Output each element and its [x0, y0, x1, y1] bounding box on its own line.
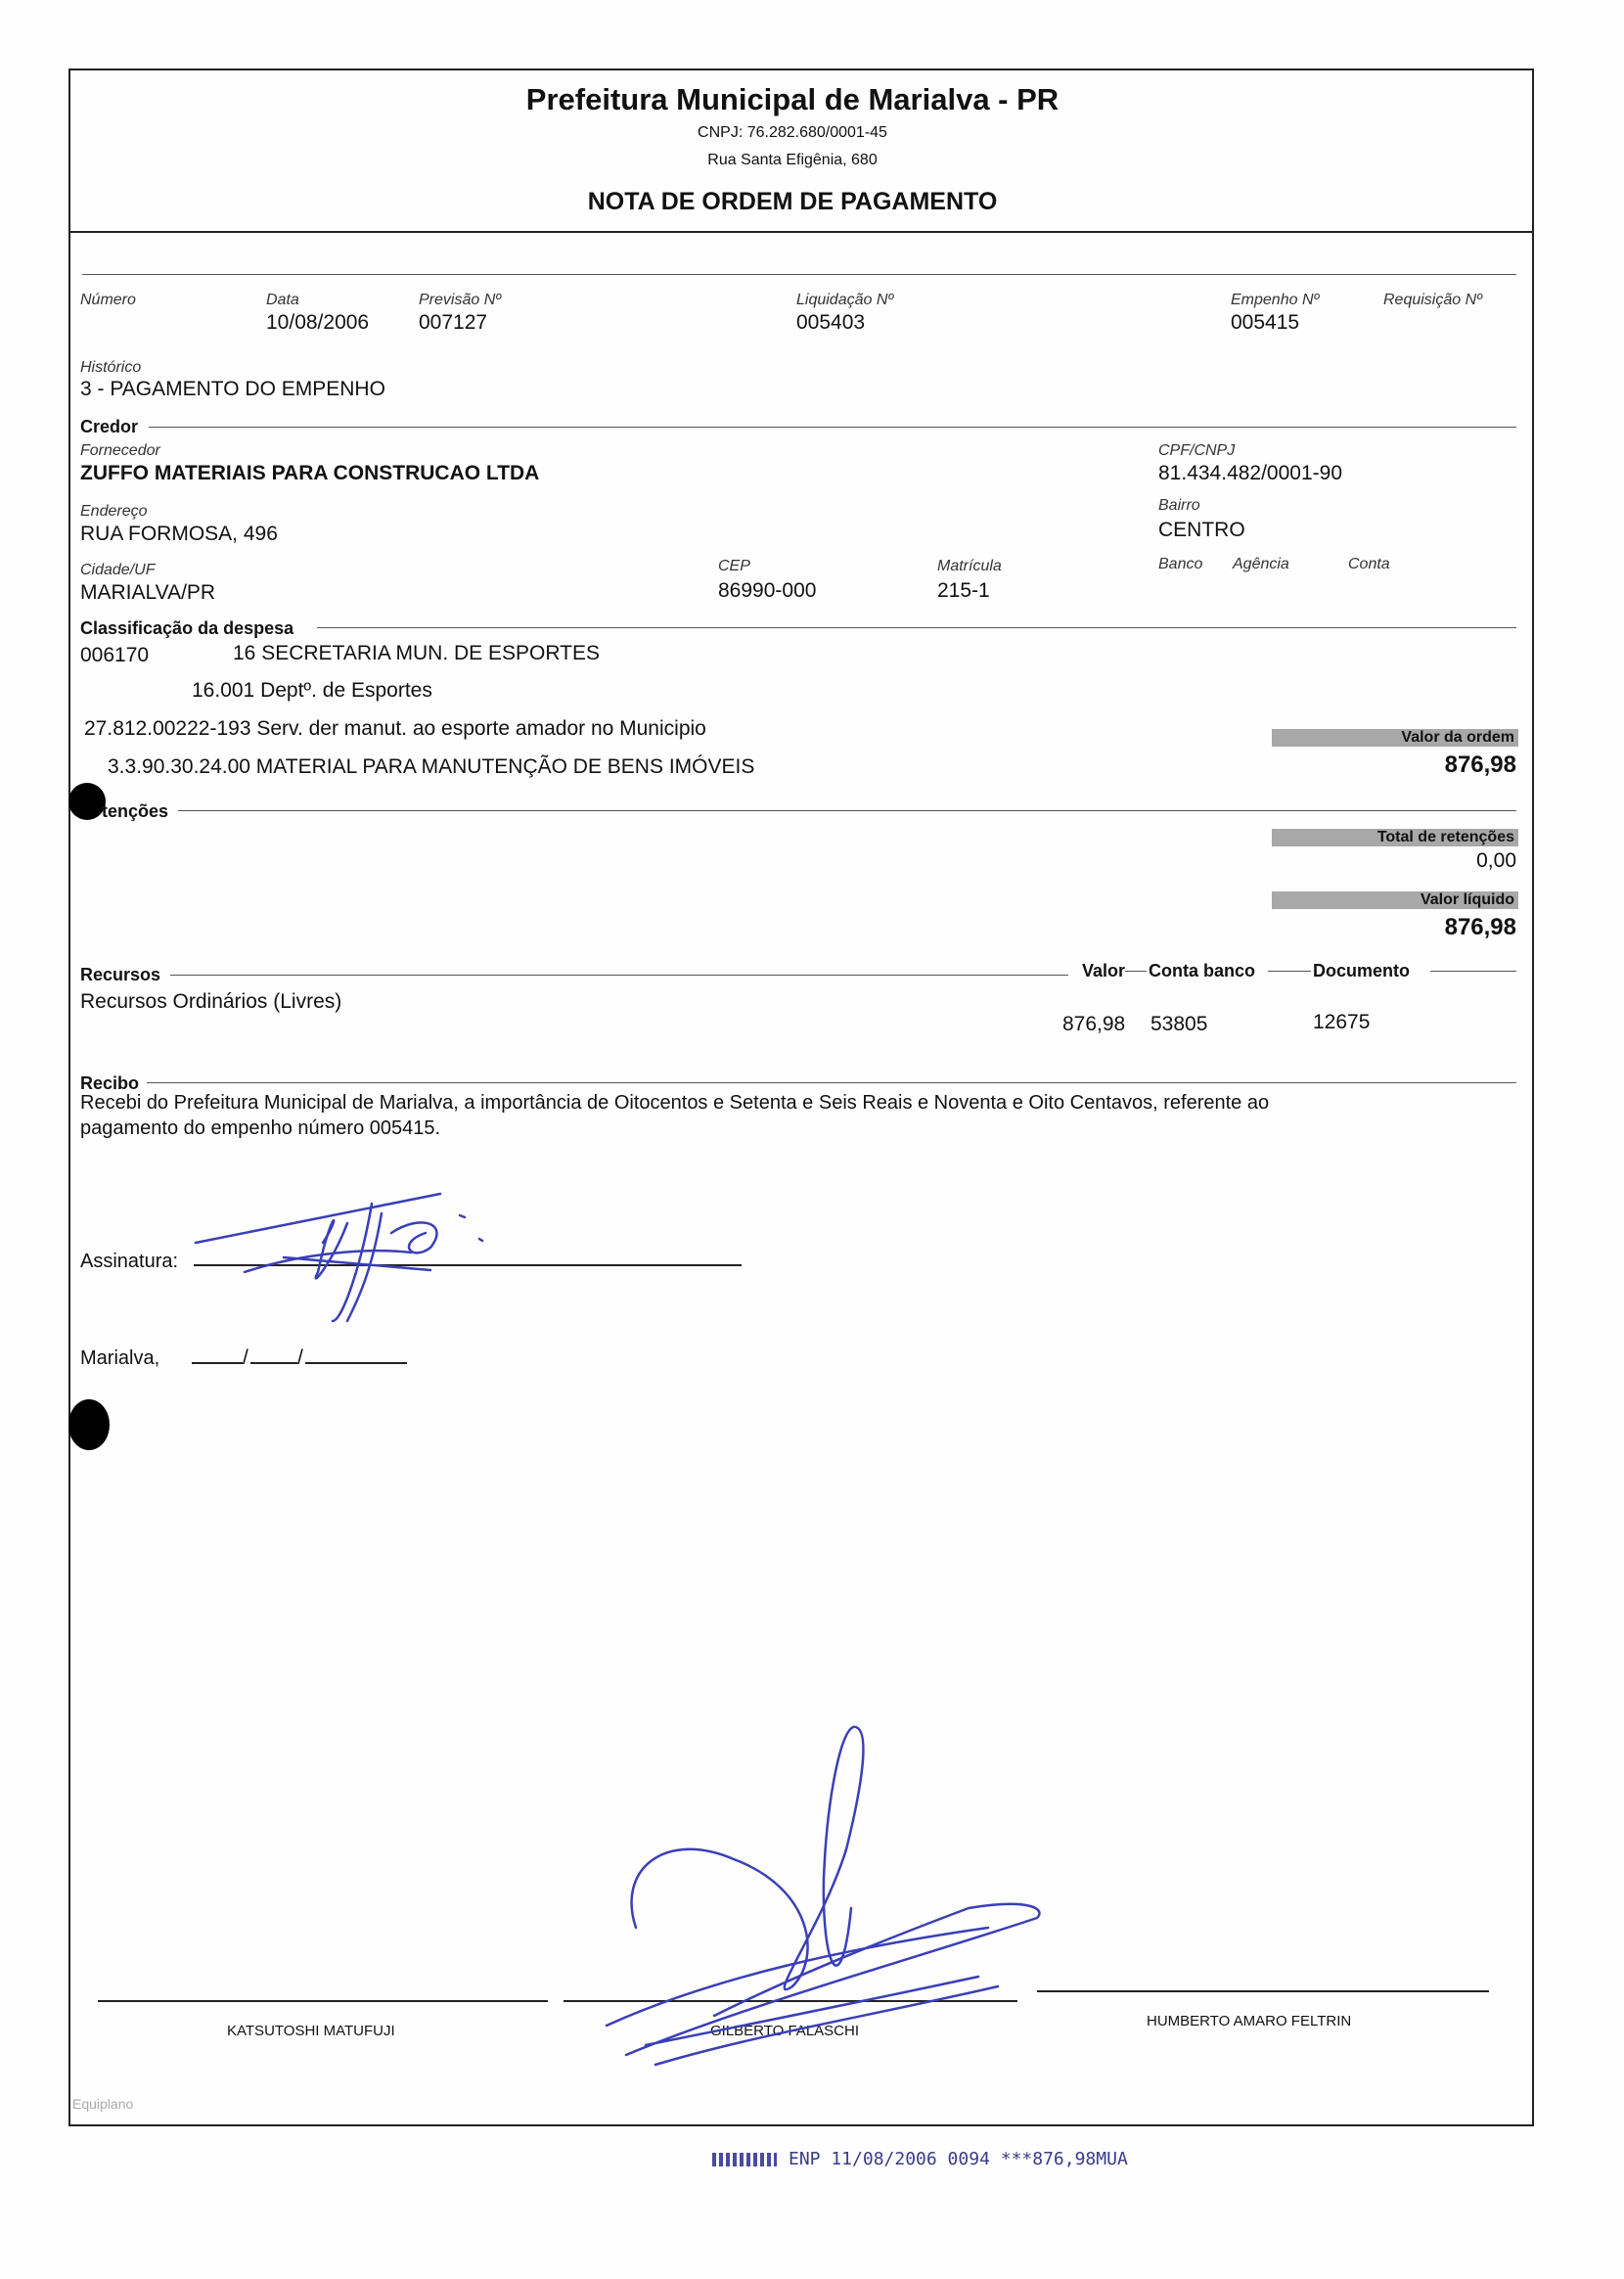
recursos-desc: Recursos Ordinários (Livres) [80, 990, 342, 1013]
document-title: NOTA DE ORDEM DE PAGAMENTO [587, 188, 998, 215]
recursos-divider-3 [1268, 971, 1311, 972]
equiplano-mark: Equiplano [72, 2096, 134, 2112]
classificacao-divider [317, 627, 1516, 628]
recursos-divider [170, 975, 1068, 976]
signatory-1-name: KATSUTOSHI MATUFUJI [227, 2023, 395, 2039]
agencia-label: Agência [1233, 556, 1289, 572]
header-address: Rua Santa Efigênia, 680 [707, 152, 878, 168]
classificacao-line1: 16 SECRETARIA MUN. DE ESPORTES [233, 642, 600, 664]
matricula-label: Matrícula [937, 558, 1002, 574]
data-value: 10/08/2006 [266, 311, 370, 334]
bairro-value: CENTRO [1158, 519, 1245, 541]
endereco-value: RUA FORMOSA, 496 [80, 523, 278, 545]
signatory-3-name: HUMBERTO AMARO FELTRIN [1147, 2013, 1352, 2029]
classificacao-line3: 27.812.00222-193 Serv. der manut. ao esporte amador no Municipio [84, 717, 706, 740]
classificacao-line4: 3.3.90.30.24.00 MATERIAL PARA MANUTENÇÃO DE BENS IMÓVEIS [108, 755, 755, 778]
classificacao-section: Classificação da despesa [80, 618, 294, 638]
local-date-label: Marialva, [80, 1347, 160, 1369]
data-label: Data [266, 292, 299, 308]
credor-divider [149, 427, 1516, 428]
signatory-2-signature [597, 1712, 1066, 2084]
valor-liquido-value: 876,98 [1444, 914, 1516, 940]
historico-value: 3 - PAGAMENTO DO EMPENHO [80, 378, 385, 400]
recursos-divider-4 [1430, 971, 1516, 972]
recursos-valor: 876,98 [1062, 1013, 1126, 1035]
recibo-section: Recibo [80, 1073, 140, 1093]
recursos-valor-label: Valor [1082, 961, 1126, 980]
recibo-divider [147, 1082, 1516, 1083]
date-slash-2: / [297, 1346, 303, 1369]
retencoes-section: tenções [102, 801, 169, 821]
endereco-label: Endereço [80, 503, 148, 520]
punch-hole-mark [68, 783, 106, 820]
credor-section: Credor [80, 417, 139, 436]
bank-stamp: ENP 11/08/2006 0094 ***876,98MUA [789, 2149, 1128, 2169]
date-line-month [250, 1362, 297, 1364]
date-slash-1: / [243, 1346, 248, 1369]
assinatura-label: Assinatura: [80, 1251, 179, 1272]
cep-value: 86990-000 [718, 579, 817, 602]
matricula-value: 215-1 [937, 579, 990, 602]
valor-ordem-value: 876,98 [1444, 752, 1516, 778]
historico-label: Histórico [80, 359, 142, 376]
header-cnpj: CNPJ: 76.282.680/0001-45 [698, 124, 887, 141]
recursos-conta-label: Conta banco [1149, 961, 1256, 980]
signature-line-3 [1037, 1990, 1489, 1992]
date-line-year [305, 1362, 407, 1364]
banco-label: Banco [1158, 556, 1203, 572]
signature-line-1 [98, 2000, 548, 2002]
cep-label: CEP [718, 558, 750, 574]
previsao-label: Previsão Nº [419, 292, 502, 308]
bairro-label: Bairro [1158, 497, 1200, 514]
punch-hole-mark-2 [68, 1399, 110, 1450]
header-divider [68, 231, 1532, 233]
valor-liquido-label: Valor líquido [1272, 891, 1518, 909]
recursos-documento-label: Documento [1313, 961, 1410, 980]
bank-stamp-logo [712, 2153, 777, 2166]
cpf-value: 81.434.482/0001-90 [1158, 462, 1343, 484]
requisicao-label: Requisição Nº [1383, 292, 1482, 308]
page-title: Prefeitura Municipal de Marialva - PR [525, 82, 1060, 116]
recursos-divider-2 [1125, 971, 1147, 972]
recursos-documento: 12675 [1313, 1011, 1371, 1033]
recursos-conta: 53805 [1150, 1013, 1208, 1035]
classificacao-code: 006170 [80, 644, 150, 666]
retencoes-divider [178, 810, 1516, 811]
liquidacao-label: Liquidação Nº [796, 292, 894, 308]
conta-label: Conta [1348, 556, 1390, 572]
fornecedor-value: ZUFFO MATERIAIS PARA CONSTRUCAO LTDA [80, 462, 540, 484]
cpf-label: CPF/CNPJ [1158, 442, 1236, 459]
fornecedor-label: Fornecedor [80, 442, 160, 459]
cidade-value: MARIALVA/PR [80, 581, 216, 604]
numero-label: Número [80, 292, 136, 308]
recibo-line2: pagamento do empenho número 005415. [80, 1117, 441, 1139]
date-line-day [192, 1362, 243, 1364]
empenho-label: Empenho Nº [1231, 292, 1320, 308]
recursos-section: Recursos [80, 965, 161, 984]
valor-ordem-label: Valor da ordem [1272, 729, 1518, 747]
fields-divider [82, 274, 1516, 275]
cidade-label: Cidade/UF [80, 562, 156, 578]
classificacao-line2: 16.001 Deptº. de Esportes [192, 679, 432, 702]
total-retencoes-value: 0,00 [1476, 849, 1516, 872]
recibo-signature [186, 1155, 538, 1331]
signatory-2-name: GILBERTO FALASCHI [710, 2023, 859, 2039]
recibo-line1: Recebi do Prefeitura Municipal de Marialva, a importância de Oitocentos e Setenta e Seis Reais e Noventa e Oito Centavos, referente ao [80, 1092, 1270, 1114]
previsao-value: 007127 [419, 311, 488, 334]
total-retencoes-label: Total de retenções [1272, 829, 1518, 846]
empenho-value: 005415 [1231, 311, 1300, 334]
liquidacao-value: 005403 [796, 311, 866, 334]
